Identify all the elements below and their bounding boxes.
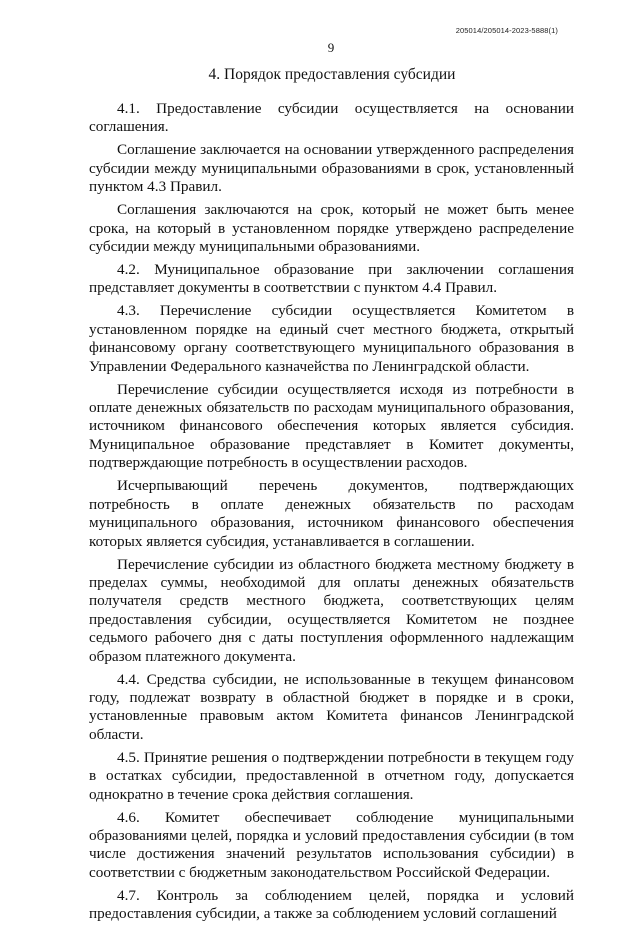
paragraph-4-5: 4.5. Принятие решения о подтверждении потребности в текущем году в остатках субсидии, предоставленной в отчетном году, допускается однократно в течение срока действия соглашения. (89, 748, 574, 803)
paragraph-transfer-deadline: Перечисление субсидии из областного бюджета местному бюджету в пределах суммы, необходимой для оплаты денежных обязательств получателя средств местного бюджета, соответствующих целям предоставления субсидии, осуществляется Комитетом не позднее седьмого рабочего дня с даты поступления оформленного надлежащим образом платежного документа. (89, 555, 574, 665)
paragraph-document-list: Исчерпывающий перечень документов, подтверждающих потребность в оплате денежных обязательств по расходам муниципального образования, источником финансового обеспечения которых является субсидия, устанавливается в соглашении. (89, 477, 574, 550)
paragraph-4-7: 4.7. Контроль за соблюдением целей, порядка и условий предоставления субсидии, а также за соблюдением условий соглашений (89, 886, 574, 923)
page-number: 9 (327, 40, 335, 55)
paragraph-agreement-basis: Соглашение заключается на основании утвержденного распределения субсидии между муниципальными образованиями в срок, установленный пунктом 4.3 Правил. (89, 141, 574, 196)
document-body (89, 100, 574, 928)
paragraph-4-3: 4.3. Перечисление субсидии осуществляется Комитетом в установленном порядке на единый счет местного бюджета, открытый финансовому органу соответствующего муниципального образования в Управлении Федерального казначейства по Ленинградской области. (89, 302, 574, 375)
paragraph-4-4: 4.4. Средства субсидии, не использованные в текущем финансовом году, подлежат возврату в областной бюджет в порядке и в сроки, установленные правовым актом Комитета финансов Ленинградской области. (89, 670, 574, 743)
paragraph-4-1: 4.1. Предоставление субсидии осуществляется на основании соглашения. (89, 100, 574, 136)
section-title: 4. Порядок предоставления субсидии (208, 66, 456, 83)
paragraph-agreement-term: Соглашения заключаются на срок, который не может быть менее срока, на который в установленном порядке утверждено распределение субсидии между муниципальными образованиями. (89, 201, 574, 256)
paragraph-4-6: 4.6. Комитет обеспечивает соблюдение муниципальными образованиями целей, порядка и условий предоставления субсидии (в том числе достижения значений результатов использования субсидии) в соответствии с бюджетным законодательством Российской Федерации. (89, 808, 574, 881)
document-code: 205014/205014-2023-5888(1) (455, 26, 558, 35)
paragraph-transfer-need: Перечисление субсидии осуществляется исходя из потребности в оплате денежных обязательств по расходам муниципального образования, источником финансового обеспечения которых является субсидия. Муниципальное образование представляет в Комитет документы, подтверждающие потребность в осуществлении расходов. (89, 380, 574, 472)
paragraph-4-2: 4.2. Муниципальное образование при заключении соглашения представляет документы в соответствии с пунктом 4.4 Правил. (89, 261, 574, 297)
